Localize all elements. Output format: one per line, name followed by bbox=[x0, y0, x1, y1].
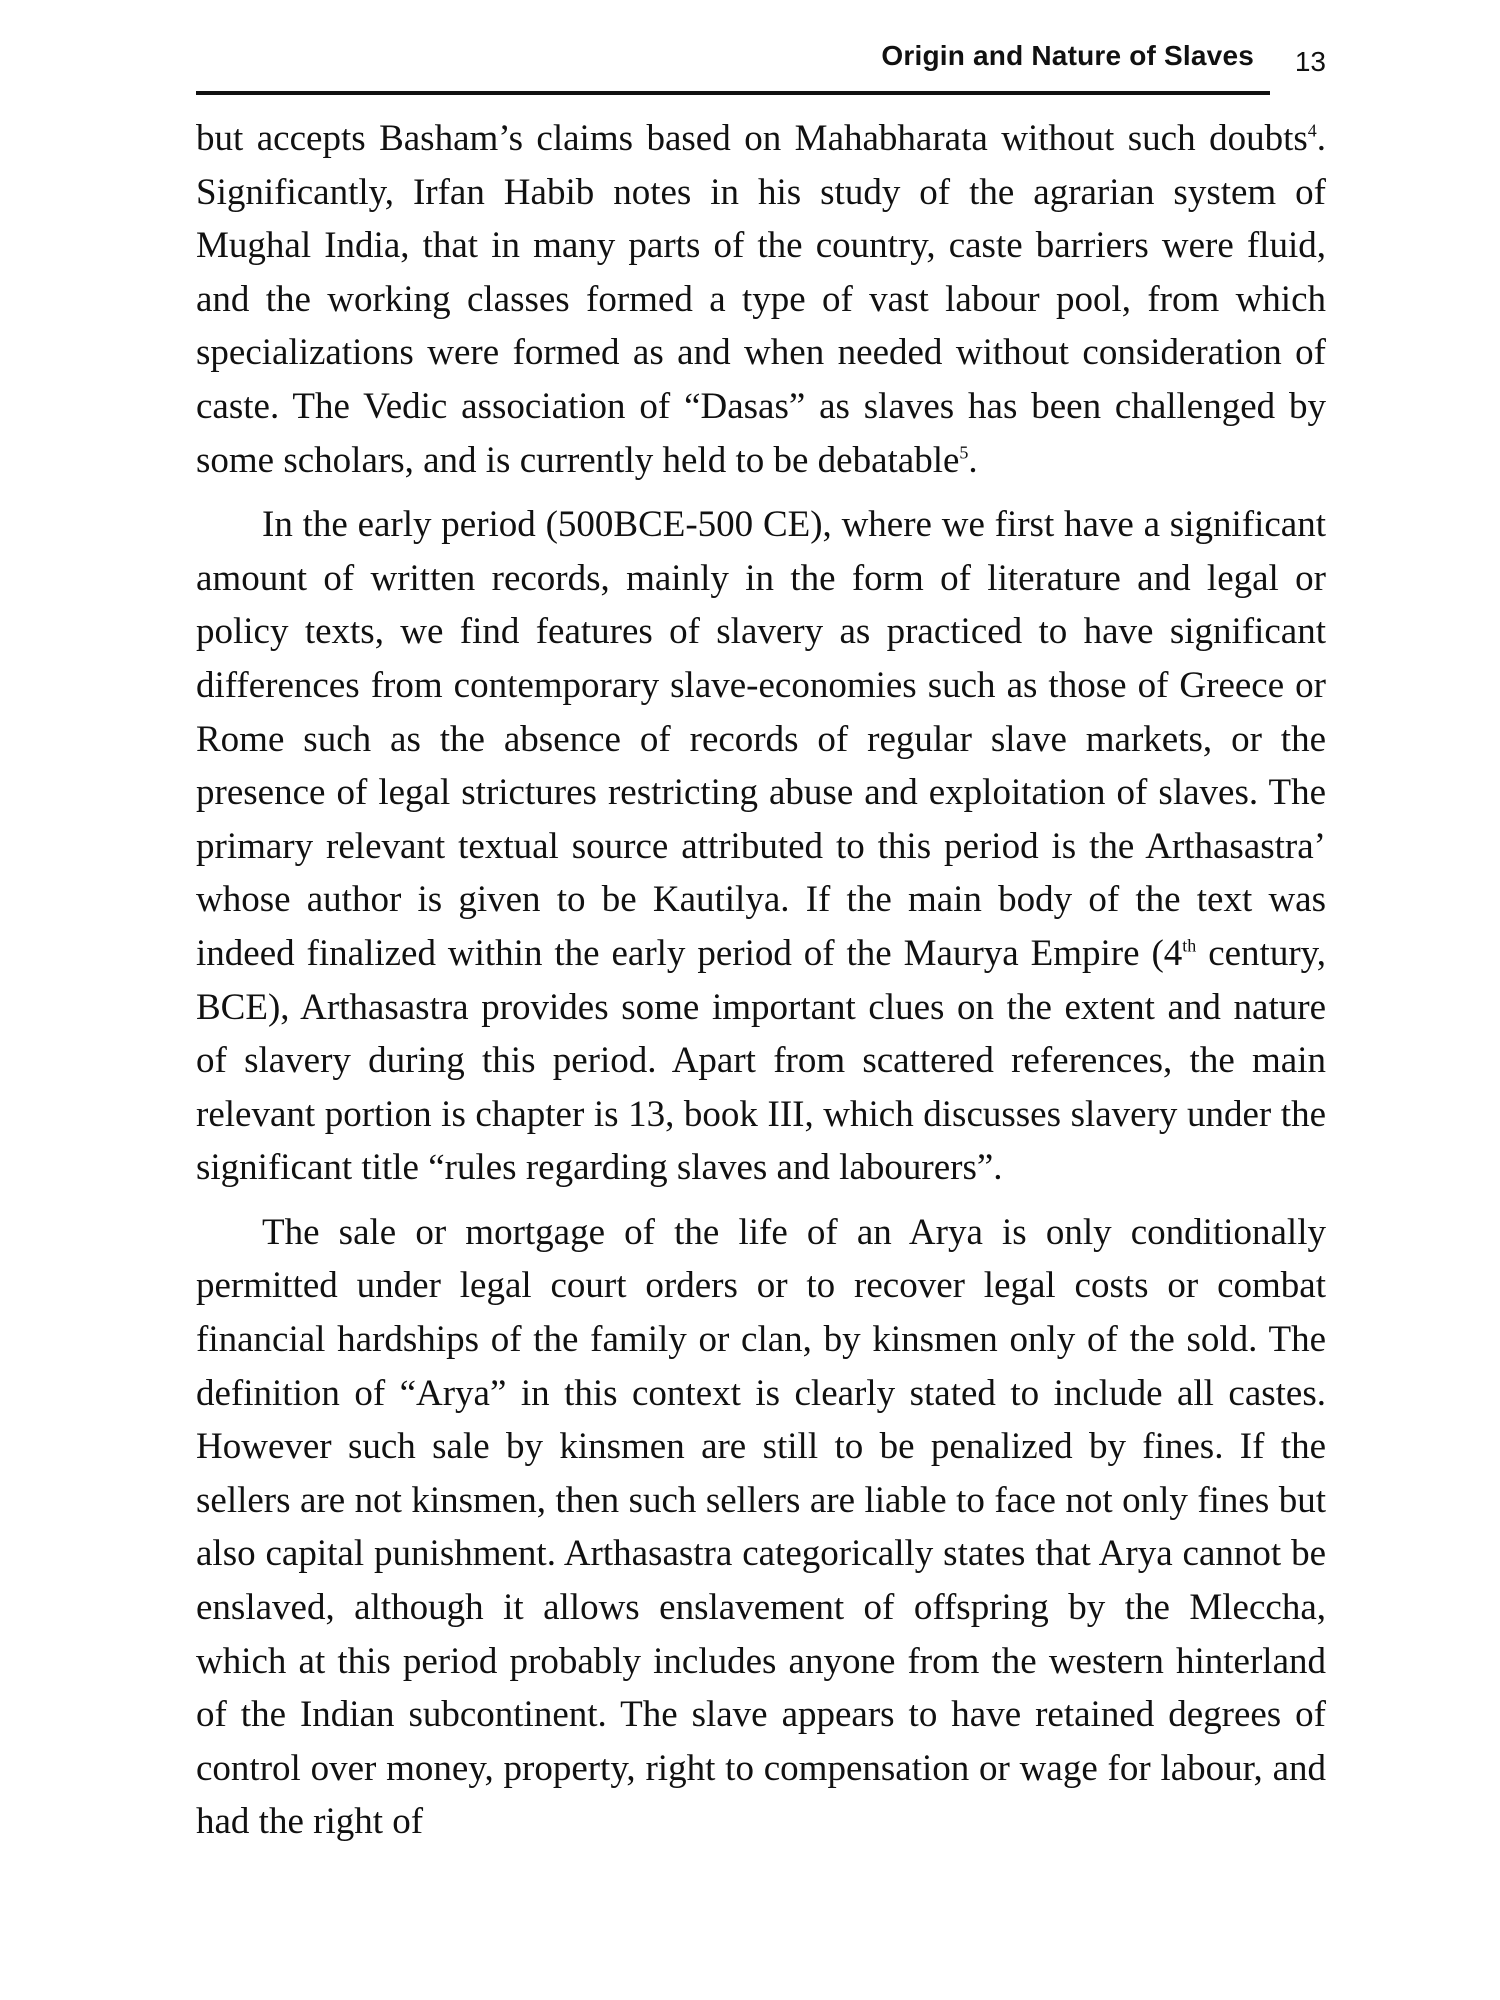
paragraph-1-text: . bbox=[968, 439, 978, 481]
paragraph-2-text: century, BCE), Arthasastra provides some important clues on the extent and nature of slavery during this period. Apart from scattered references, the main relevant portion is chapter is 13, book III, which discusses slavery under the significant title “rules regarding slaves and labourers”. bbox=[196, 932, 1326, 1189]
paragraph-1-text: . Significantly, Irfan Habib notes in his study of the agrarian system of Mughal India, that in many parts of the country, caste barriers were fluid, and the working classes formed a type of vast labour pool, from which specializations were formed as and when needed without consideration of caste. The Vedic association of “Dasas” as slaves has been challenged by some scholars, and is currently held to be debatable bbox=[196, 118, 1326, 481]
footnote-ref-5[interactable]: 5 bbox=[959, 442, 969, 463]
running-header bbox=[196, 38, 1326, 96]
paragraph-1 bbox=[196, 112, 1326, 487]
body-text bbox=[196, 112, 1326, 1860]
paragraph-3-text: The sale or mortgage of the life of an Arya is only conditionally permitted under legal court orders or to recover legal costs or combat financial hardships of the family or clan, by kinsmen only of the sold. The definition of “Arya” in this context is clearly stated to include all castes. However such sale by kinsmen are still to be penalized by fines. If the sellers are not kinsmen, then such sellers are liable to face not only fines but also capital punishment. Arthasastra categorically states that Arya cannot be enslaved, although it allows enslavement of offspring by the Mleccha, which at this period probably includes anyone from the western hinterland of the Indian subcontinent. The slave appears to have retained degrees of control over money, property, right to compensation or wage for labour, and had the right of bbox=[196, 1211, 1326, 1843]
header-rule bbox=[196, 91, 1270, 95]
paragraph-1-text: but accepts Basham’s claims based on Mahabharata without such doubts bbox=[196, 118, 1308, 159]
paragraph-3 bbox=[196, 1206, 1326, 1849]
footnote-ref-4[interactable]: 4 bbox=[1307, 120, 1317, 141]
paragraph-2-text: In the early period (500BCE-500 CE), where we first have a significant amount of written records, mainly in the form of literature and legal or policy texts, we find features of slavery as practiced to have significant differences from contemporary slave-economies such as those of Greece or Rome such as the absence of records of regular slave markets, or the presence of legal strictures restricting abuse and exploitation of slaves. The primary relevant textual source attributed to this period is the Arthasastra’ whose author is given to be Kautilya. If the main body of the text was indeed finalized within the early period of the Maurya Empire (4 bbox=[196, 504, 1326, 974]
page-number: 13 bbox=[1294, 46, 1326, 77]
paragraph-2 bbox=[196, 498, 1326, 1195]
running-title: Origin and Nature of Slaves bbox=[881, 40, 1254, 71]
ordinal-superscript: th bbox=[1182, 935, 1197, 956]
